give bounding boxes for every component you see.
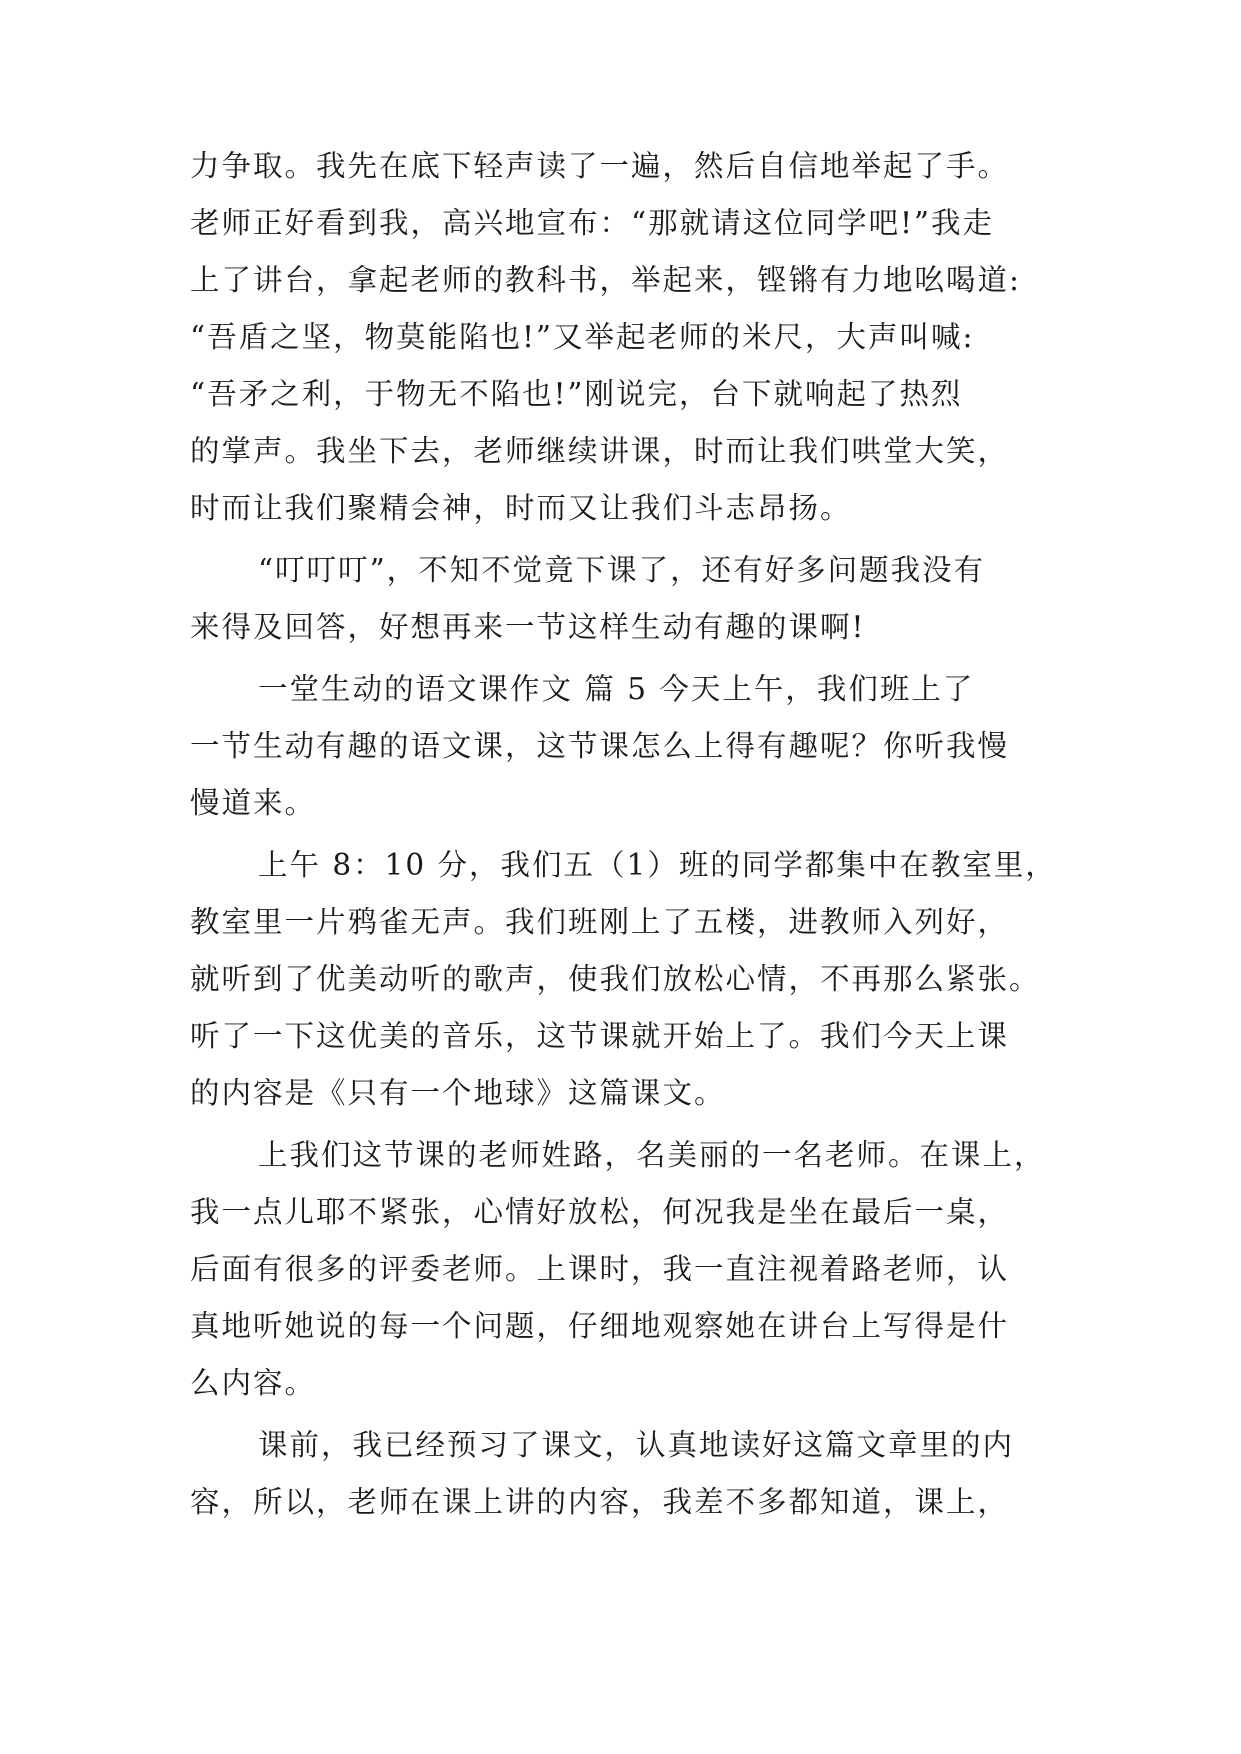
text-line: “吾盾之坚，物莫能陷也!”又举起老师的米尺，大声叫喊: bbox=[190, 320, 975, 354]
text-line: 上了讲台，拿起老师的教科书，举起来，铿锵有力地吆喝道: bbox=[190, 263, 1021, 297]
text-line: 课前，我已经预习了课文，认真地读好这篇文章里的内 bbox=[258, 1428, 1015, 1462]
text-line: 我一点儿耶不紧张，心情好放松，何况我是坐在最后一桌， bbox=[190, 1195, 1010, 1229]
text-line: 的掌声。我坐下去，老师继续讲课，时而让我们哄堂大笑， bbox=[190, 434, 1010, 468]
text-line: 真地听她说的每一个问题，仔细地观察她在讲台上写得是什 bbox=[190, 1309, 1010, 1343]
text-line: “叮叮叮”，不知不觉竟下课了，还有好多问题我没有 bbox=[258, 553, 986, 587]
text-line: 慢道来。 bbox=[190, 786, 317, 820]
text-line: 一节生动有趣的语文课，这节课怎么上得有趣呢？你听我慢 bbox=[190, 729, 1010, 763]
section-heading-line: 一堂生动的语文课作文 篇 5 今天上午，我们班上了 bbox=[258, 672, 975, 706]
text-line: 上午 8：10 分，我们五（1）班的同学都集中在教室里， bbox=[258, 848, 1057, 882]
text-line: 的内容是《只有一个地球》这篇课文。 bbox=[190, 1076, 726, 1110]
text-line: 时而让我们聚精会神，时而又让我们斗志昂扬。 bbox=[190, 491, 852, 525]
text-line: 教室里一片鸦雀无声。我们班刚上了五楼，进教师入列好， bbox=[190, 905, 1010, 939]
text-line: 后面有很多的评委老师。上课时，我一直注视着路老师，认 bbox=[190, 1252, 1010, 1286]
text-line: 就听到了优美动听的歌声，使我们放松心情，不再那么紧张。 bbox=[190, 962, 1041, 996]
text-line: 听了一下这优美的音乐，这节课就开始上了。我们今天上课 bbox=[190, 1019, 1010, 1053]
text-line: 力争取。我先在底下轻声读了一遍，然后自信地举起了手。 bbox=[190, 149, 1010, 183]
text-line: 么内容。 bbox=[190, 1366, 317, 1400]
text-line: 容，所以，老师在课上讲的内容，我差不多都知道，课上， bbox=[190, 1485, 1010, 1519]
text-line: 来得及回答，好想再来一节这样生动有趣的课啊! bbox=[190, 610, 866, 644]
text-line: “吾矛之利，于物无不陷也!”刚说完，台下就响起了热烈 bbox=[190, 377, 963, 411]
text-line: 老师正好看到我，高兴地宣布：“那就请这位同学吧!”我走 bbox=[190, 206, 995, 240]
text-line: 上我们这节课的老师姓路，名美丽的一名老师。在课上， bbox=[258, 1138, 1046, 1172]
